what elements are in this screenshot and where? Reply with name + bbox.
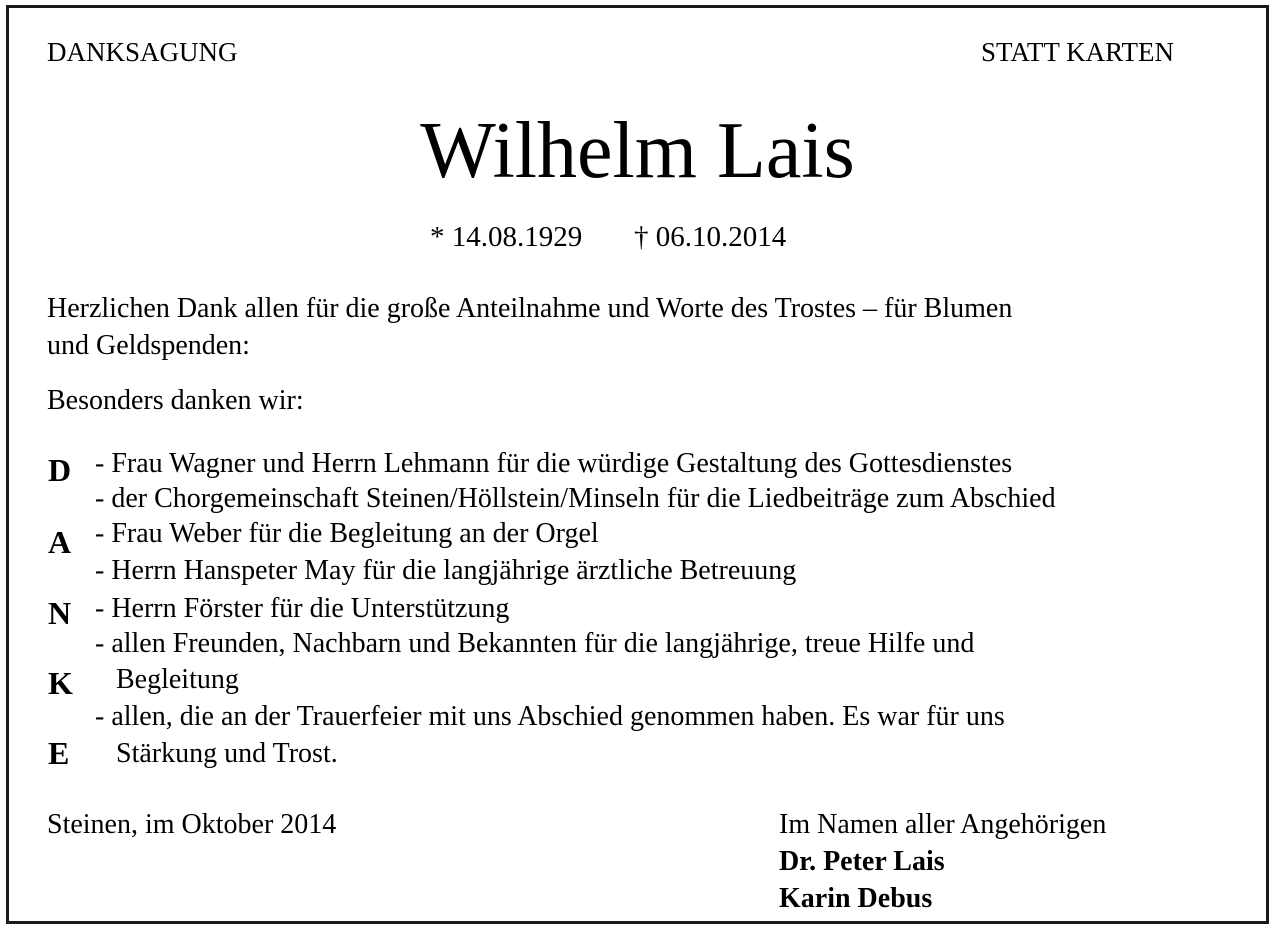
intro-text-line-1: Herzlichen Dank allen für die große Anteilnahme und Worte des Trostes – für Blumen bbox=[47, 293, 1013, 324]
thanks-item: - Herrn Förster für die Unterstützung bbox=[95, 593, 510, 624]
birth-date: * 14.08.1929 bbox=[430, 221, 583, 253]
thanks-item: - allen, die an der Trauerfeier mit uns Abschied genommen haben. Es war für uns bbox=[95, 701, 1005, 732]
acrostic-letter-a: A bbox=[48, 524, 72, 560]
acrostic-letter-n: N bbox=[48, 595, 72, 631]
deceased-name: Wilhelm Lais bbox=[420, 107, 855, 195]
intro-text-line-2: und Geldspenden: bbox=[47, 330, 250, 361]
thanks-item: - Frau Weber für die Begleitung an der Orgel bbox=[95, 518, 599, 549]
special-thanks-heading: Besonders danken wir: bbox=[47, 385, 304, 416]
thanks-item: - Frau Wagner und Herrn Lehmann für die würdige Gestaltung des Gottesdienstes bbox=[95, 448, 1013, 479]
heading-danksagung: DANKSAGUNG bbox=[47, 37, 238, 67]
acrostic-letter-d: D bbox=[48, 452, 72, 488]
place-and-date: Steinen, im Oktober 2014 bbox=[47, 809, 337, 840]
death-date: † 06.10.2014 bbox=[634, 221, 787, 253]
on-behalf-line: Im Namen aller Angehörigen bbox=[779, 809, 1107, 840]
thanks-item: - der Chorgemeinschaft Steinen/Höllstein/Minseln für die Liedbeiträge zum Abschied bbox=[95, 483, 1056, 514]
heading-statt-karten: STATT KARTEN bbox=[981, 37, 1174, 67]
acrostic-letter-e: E bbox=[48, 735, 70, 771]
thanks-item: - allen Freunden, Nachbarn und Bekannten für die langjährige, treue Hilfe und bbox=[95, 628, 975, 659]
thanks-item: - Herrn Hanspeter May für die langjährige ärztliche Betreuung bbox=[95, 555, 797, 586]
acrostic-letter-k: K bbox=[48, 665, 73, 701]
signer-name: Karin Debus bbox=[779, 883, 933, 914]
signer-name: Dr. Peter Lais bbox=[779, 846, 945, 877]
thanks-item-continuation: Stärkung und Trost. bbox=[116, 738, 338, 769]
thanks-item-continuation: Begleitung bbox=[116, 664, 239, 695]
obituary-card bbox=[6, 5, 1269, 924]
